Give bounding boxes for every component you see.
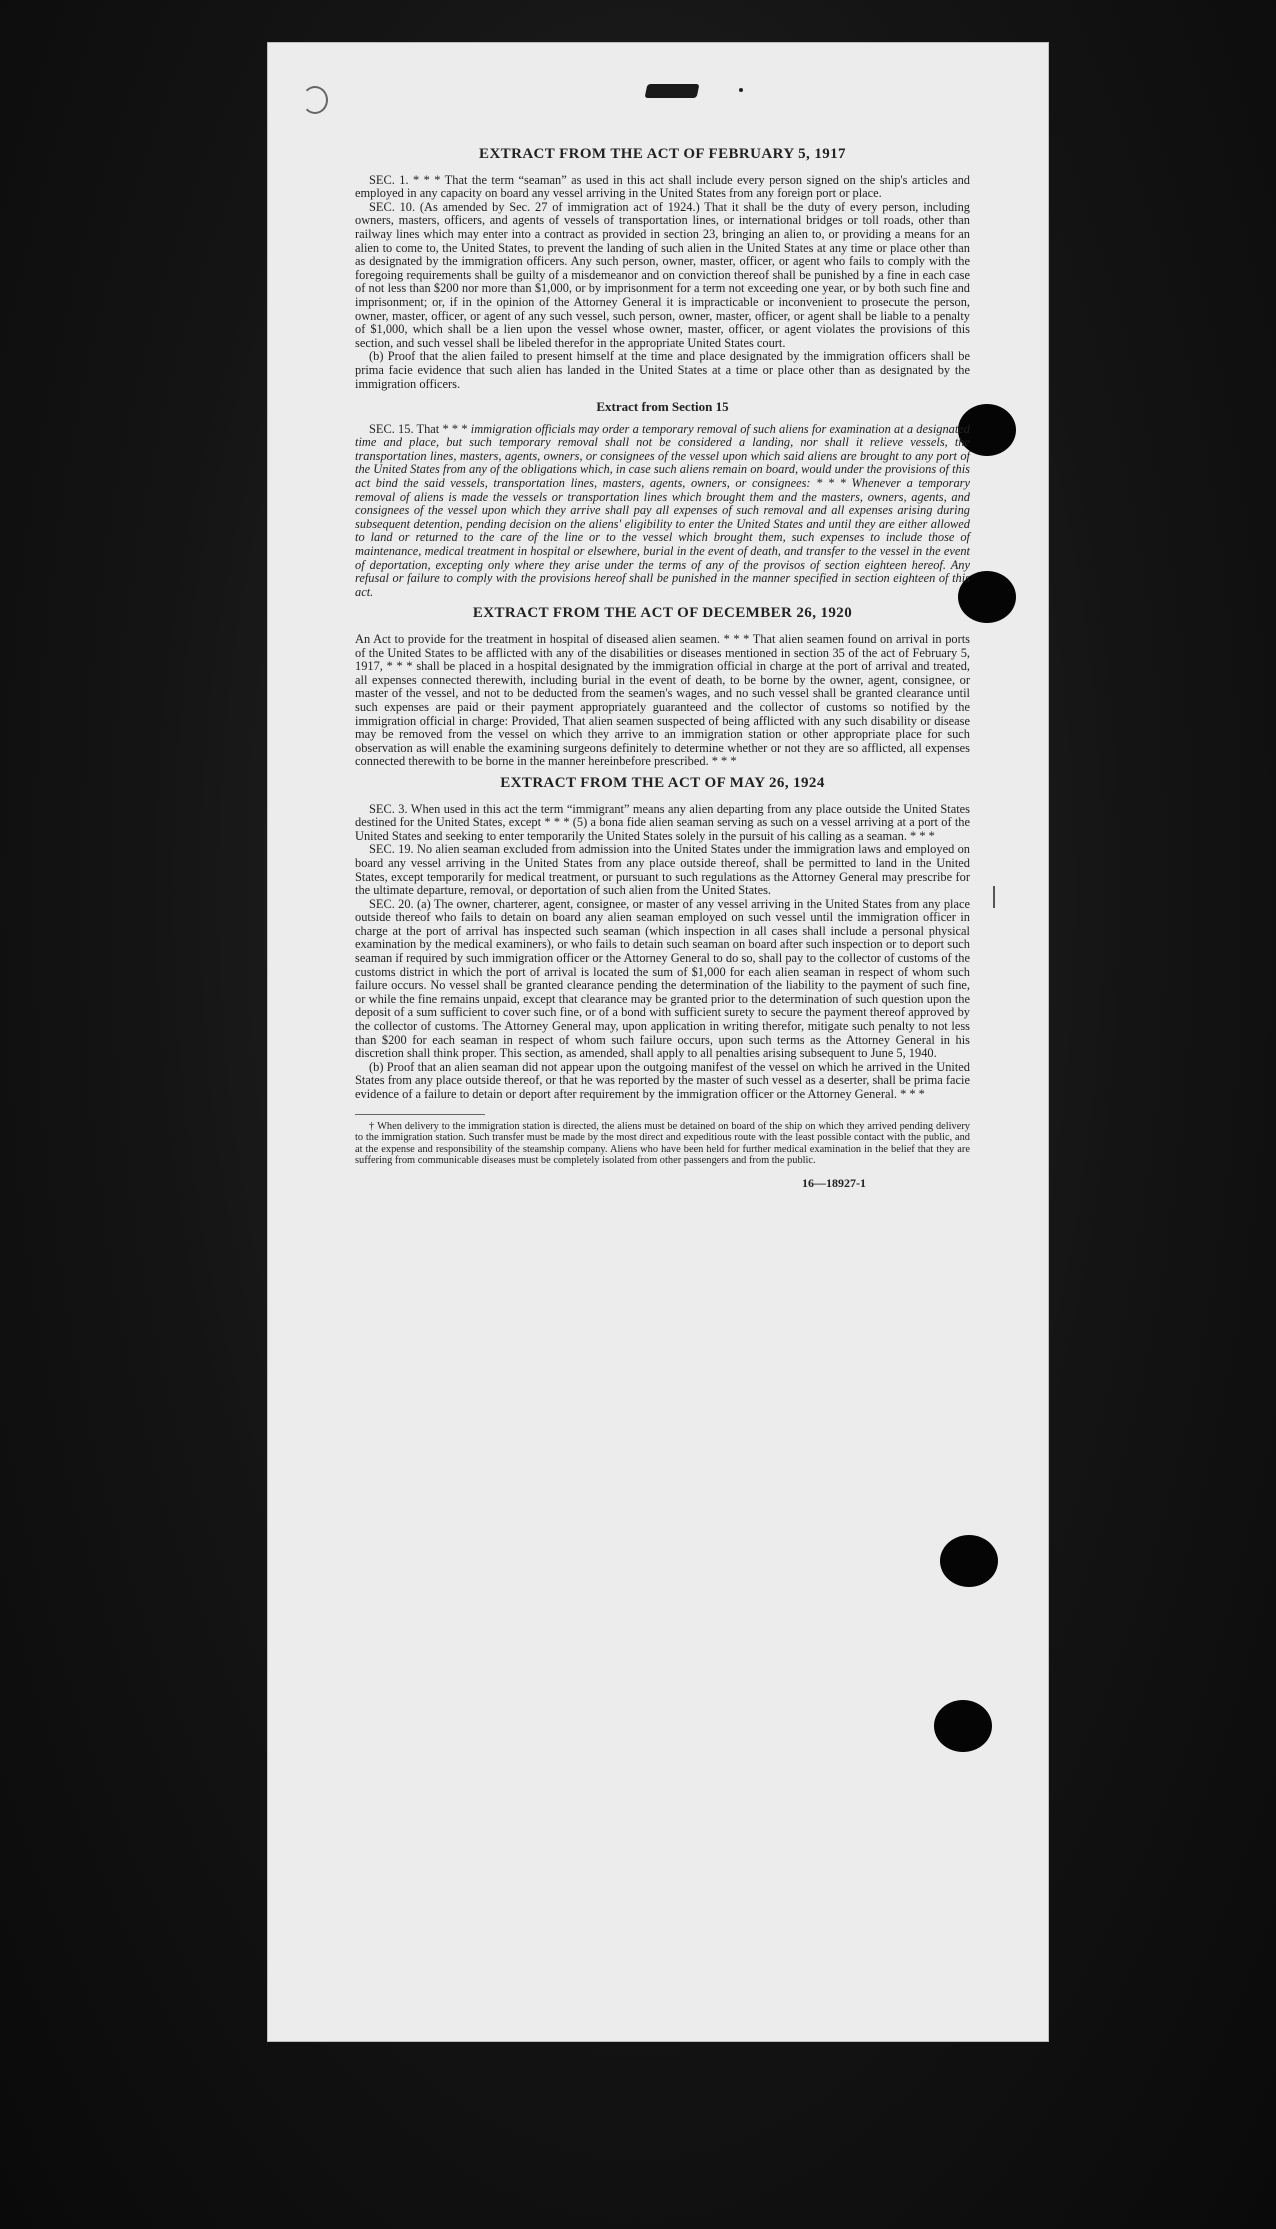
margin-mark (993, 886, 995, 908)
ink-dot (739, 88, 743, 92)
pencil-mark (302, 86, 328, 114)
punch-hole-4 (934, 1700, 992, 1752)
paragraph-act-1920: An Act to provide for the treatment in hospital of diseased alien seamen. * * * That alien seamen found on arrival in ports of the United States to be afflicted with any of the disabilities or diseases mentioned in section 35 of the act of February 5, 1917, * * * shall be placed in a hospital designated by the immigration official in charge at the port of arrival and treated, all expenses connected therewith, including burial in the event of death, to be borne by the owner, agent, consignee, or master of the vessel, and not to be deducted from the seamen's wages, and no such vessel shall be granted clearance until such expenses are paid or their payment appropriately guaranteed and the collector of customs so notified by the immigration official in charge: Provided, That alien seamen suspected of being afflicted with any such disability or disease may be removed from the vessel on which they arrive to an immigration station or other appropriate place for such observation as will enable the examining surgeons definitely to determine whether or not they are so afflicted, all expenses connected therewith to be borne in the manner hereinbefore prescribed. * * * (355, 632, 970, 769)
paragraph-sec-15 (355, 423, 970, 600)
ink-blot (645, 84, 700, 98)
paragraph-sec-19: SEC. 19. No alien seaman excluded from admission into the United States under the immigration laws and employed on board any vessel arriving in the United States from any place outside thereof, shall be permitted to land in the United States, except temporarily for medical treatment, or pursuant to such regulations as the Attorney General may prescribe for the ultimate departure, removal, or deportation of such alien from the United States. (355, 842, 970, 898)
paragraph-sec-20-a: SEC. 20. (a) The owner, charterer, agent, consignee, or master of any vessel arriving in the United States from any place outside thereof who fails to detain on board any alien seaman employed on such vessel until the immigration officer in charge at the port of arrival has inspected such seaman (which inspection in all cases shall include a personal physical examination by the medical examiners), or who fails to detain such seaman on board after such inspection or to deport such seaman if required by such immigration officer or the Attorney General to do so, shall pay to the collector of customs of the customs district in which the port of arrival is located the sum of $1,000 for each alien seaman in respect of whom such failure occurs. No vessel shall be granted clearance pending the determination of the liability to the payment of such fine, or while the fine remains unpaid, except that clearance may be granted prior to the determination of such question upon the deposit of a sum sufficient to cover such fine, or of a bond with sufficient surety to secure the payment thereof approved by the collector of customs. The Attorney General may, upon application in writing therefor, mitigate such penalty to not less than $200 for each seaman in respect of whom such failure occurs, upon such terms as the Attorney General in his discretion shall think proper. This section, as amended, shall apply to all penalties arising subsequent to June 5, 1940. (355, 896, 970, 1061)
paragraph-sec-10-b: (b) Proof that the alien failed to present himself at the time and place designated by the immigration officers shall be prima facie evidence that such alien has landed in the United States at a time or place other than as designated by the immigration officers. (355, 349, 970, 391)
sec-15-body: immigration officials may order a temporary removal of such aliens for examination at a designated time and place, but such temporary removal shall not be considered a landing, nor shall it relieve vessels, the transportation lines, masters, agents, owners, or consignees of the vessel upon which said aliens are brought to any port of the United States from any of the obligations which, in case such aliens remain on board, would under the provisions of this act bind the said vessels, transportation lines, masters, agents, owners, or consignees: * * * Whenever a temporary removal of aliens is made the vessels or transportation lines which brought them and the masters, owners, agents, and consignees of the vessel upon which they arrive shall pay all expenses of such removal and all expenses arising during subsequent detention, pending decision on the aliens' eligibility to enter the United States and until they are either allowed to land or returned to the care of the line or to the vessel which brought them, such expenses to include those of maintenance, medical treatment in hospital or elsewhere, burial in the event of death, and transfer to the vessel in the event of deportation, excepting only where they arise under the terms of any of the provisos of section eighteen hereof. Any refusal or failure to comply with the provisions hereof shall be punished in the manner specified in section eighteen of this act. (355, 421, 970, 599)
paragraph-sec-3: SEC. 3. When used in this act the term “immigrant” means any alien departing from any place outside the United States destined for the United States, except * * * (5) a bona fide alien seaman serving as such on a vessel arriving at a port of the United States and seeking to enter temporarily the United States solely in the pursuit of his calling as a seaman. * * * (355, 801, 970, 843)
paragraph-sec-1: SEC. 1. * * * That the term “seaman” as used in this act shall include every person signed on the ship's articles and employed in any capacity on board any vessel arriving in the United States from any foreign port or place. (355, 172, 970, 201)
heading-act-1920: EXTRACT FROM THE ACT OF DECEMBER 26, 1920 (472, 605, 853, 622)
heading-act-1917: EXTRACT FROM THE ACT OF FEBRUARY 5, 1917 (479, 146, 846, 162)
paragraph-sec-10: SEC. 10. (As amended by Sec. 27 of immigration act of 1924.) That it shall be the duty of every person, including owners, masters, officers, and agents of vessels of transportation lines, or international bridges or toll roads, other than railway lines which may enter into a contract as provided in section 23, bringing an alien to, or providing a means for an alien to come to, the United States, to prevent the landing of such alien in the United States at any time or place other than as designated by the immigration officers. Any such person, owner, master, officer, or agent who fails to comply with the foregoing requirements shall be guilty of a misdemeanor and on conviction thereof shall be punished by a fine in each case of not less than $200 nor more than $1,000, or by imprisonment for a term not exceeding one year, or by both such fine and imprisonment; or, if in the opinion of the Attorney General it is impracticable or inconvenient to prosecute the person, owner, master, officer, or agent of any such vessel, such person, owner, master, officer, or agent shall be liable to a penalty of $1,000, which shall be a lien upon the vessel whose owner, master, officer, or agent violates the provisions of this section, and such vessel shall be libeled therefor in the appropriate United States court. (355, 199, 970, 350)
footnote: † When delivery to the immigration station is directed, the aliens must be detained on board of the ship on which they arrived pending delivery to the immigration station. Such transfer must be made by the most direct and expeditious route with the least possible contact with the public, and at the expense and responsibility of the steamship company. Aliens who have been held for further medical examination in the belief that they are suffering from communicable diseases must be completely isolated from other passengers and from the public. (355, 1120, 970, 1167)
subheading-section-15: Extract from Section 15 (596, 399, 729, 415)
heading-act-1924: EXTRACT FROM THE ACT OF MAY 26, 1924 (500, 774, 825, 791)
footnote-divider (355, 1114, 485, 1115)
paragraph-sec-20-b: (b) Proof that an alien seaman did not appear upon the outgoing manifest of the vessel on which he arrived in the United States from any place outside thereof, or that he was reported by the master of such vessel as a deserter, shall be prima facie evidence of a failure to detain or deport after requirement by the immigration officer or the Attorney General. * * * (355, 1059, 970, 1101)
form-number: 16—18927-1 (802, 1175, 866, 1190)
punch-hole-3 (940, 1535, 998, 1587)
document-text (355, 140, 970, 1191)
sec-15-lead: SEC. 15. That * * * (369, 421, 471, 436)
